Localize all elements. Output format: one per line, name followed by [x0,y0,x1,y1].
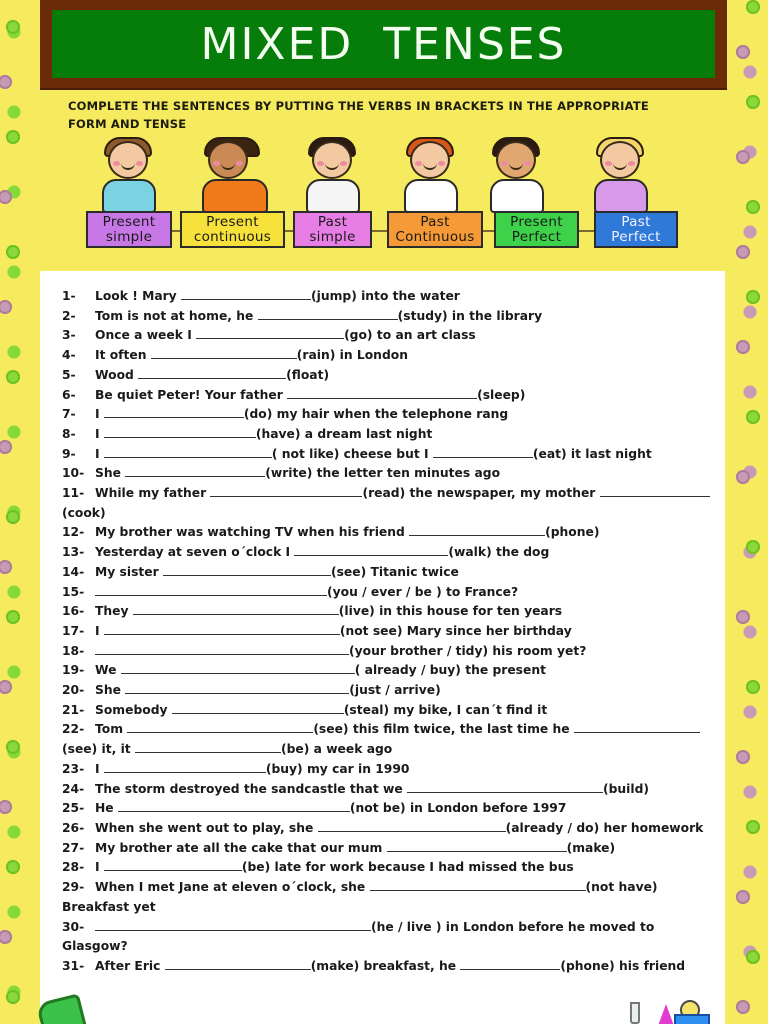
exercise-number: 17- [62,623,85,638]
sentence-text: (not have) [585,880,658,895]
answer-blank[interactable] [104,760,266,773]
exercise-item [62,681,722,701]
answer-blank[interactable] [318,819,506,832]
exercise-item [62,425,722,445]
sentence-text: When I met Jane at eleven o´clock, she [95,880,370,895]
answer-blank[interactable] [181,287,311,300]
answer-blank[interactable] [127,720,313,733]
sentence-text: (make) [566,840,616,855]
exercise-continuation [62,740,722,760]
sentence-text: He [95,801,118,816]
sentence-text: (steal) my bike, I can´t find it [343,702,548,717]
exercise-sentence [95,839,615,859]
kid-books-icon [482,135,552,215]
answer-blank[interactable] [258,307,398,320]
exercise-number: 3- [62,328,76,343]
sentence-text: I [95,860,104,875]
exercise-number: 28- [62,860,85,875]
exercise-item [62,642,722,662]
answer-blank[interactable] [95,918,371,931]
exercise-sentence [95,425,432,445]
exercise-item [62,583,722,603]
sentence-text: (phone) [545,525,600,540]
exercise-sentence [95,326,476,346]
sentence-text: (walk) the dog [448,545,550,560]
exercise-item [62,918,722,938]
sentence-text: (go) to an art class [344,328,476,343]
page-title: MIXED TENSES [200,18,567,70]
kid-magnifier-icon [298,135,368,215]
exercise-number: 7- [62,407,76,422]
sentence-text: (have) a dream last night [255,426,433,441]
sentence-text: (your brother / tidy) his room yet? [349,643,587,658]
exercise-item [62,602,722,622]
exercise-item [62,386,722,406]
answer-blank[interactable] [172,701,344,714]
left-border-decoration [0,0,30,1024]
kid-reading-icon [194,135,284,215]
sentence-text: While my father [95,486,211,501]
sentence-text: I [95,407,104,422]
exercise-number: 4- [62,348,76,363]
answer-blank[interactable] [135,740,281,753]
kid-telescope-icon [586,135,676,215]
exercise-continuation: (cook) [62,505,106,520]
exercise-continuation: Glasgow? [62,939,128,954]
answer-blank[interactable] [104,425,256,438]
sentence-text: When she went out to play, she [95,820,318,835]
exercise-number: 19- [62,663,85,678]
sentence-text: (not be) in London before 1997 [349,801,567,816]
kids-illustration [86,135,686,215]
exercise-item [62,661,722,681]
sentence-text: (rain) in London [296,348,408,363]
exercise-item [62,484,722,504]
answer-blank[interactable] [95,642,349,655]
exercise-number: 18- [62,643,85,658]
answer-blank[interactable] [118,799,350,812]
answer-blank[interactable] [210,484,362,497]
sentence-text: (eat) it last night [532,446,652,461]
sentence-text: (live) in this house for ten years [338,604,563,619]
answer-blank[interactable] [104,445,272,458]
answer-blank[interactable] [433,445,533,458]
exercise-number: 30- [62,919,85,934]
exercise-number: 9- [62,446,76,461]
sentence-text: (see) Titanic twice [330,564,459,579]
exercise-item [62,346,722,366]
exercise-number: 14- [62,564,85,579]
exercise-sentence [95,464,500,484]
exercise-sentence [95,445,652,465]
sentence-text: (be) a week ago [280,742,393,757]
title-chalkboard [40,0,727,90]
answer-blank[interactable] [460,957,560,970]
kid-abacus-icon [94,135,164,215]
exercise-number: 21- [62,702,85,717]
exercise-number: 24- [62,781,85,796]
exercise-item [62,839,722,859]
sentence-text: After Eric [95,958,165,973]
sentence-text: (see) this film twice, the last time he [313,722,574,737]
exercise-number: 20- [62,683,85,698]
exercise-number: 25- [62,801,85,816]
exercise-sentence [95,622,572,642]
exercise-number: 12- [62,525,85,540]
answer-blank[interactable] [574,720,700,733]
sentence-text: (he / live ) in London before he moved to [371,919,655,934]
sentence-text: (write) the letter ten minutes ago [265,466,501,481]
answer-blank[interactable] [151,346,297,359]
exercise-item [62,819,722,839]
exercise-item [62,307,722,327]
exercise-number: 8- [62,426,76,441]
exercise-item [62,405,722,425]
sentence-text: (make) breakfast, he [310,958,461,973]
right-border-decoration [738,0,768,1024]
exercise-sentence [95,307,542,327]
sentence-text: I [95,623,104,638]
exercise-sentence [95,287,460,307]
sentence-text: I [95,761,104,776]
tense-label-past-perfect: Past Perfect [594,211,678,248]
tense-label-present-simple: Present simple [86,211,172,248]
answer-blank[interactable] [294,543,448,556]
answer-blank[interactable] [95,583,327,596]
sentence-text: (already / do) her homework [505,820,704,835]
sentence-text: (be) late for work because I had missed the bus [241,860,574,875]
exercise-sentence [95,760,409,780]
sentence-text: (not see) Mary since her birthday [339,623,572,638]
sentence-text: Look ! Mary [95,289,181,303]
exercise-item [62,878,722,898]
exercise-number: 10- [62,466,85,481]
sentence-text: Tom [95,722,128,737]
sentence-text: (study) in the library [397,308,543,323]
exercise-number: 31- [62,958,85,973]
exercise-sentence [95,661,546,681]
sentence-text: They [95,604,133,619]
sentence-text: (buy) my car in 1990 [265,761,410,776]
flask-icon [630,1002,640,1024]
sentence-text: She [95,466,126,481]
exercise-list [62,287,722,977]
answer-blank[interactable] [409,523,545,536]
answer-blank[interactable] [287,386,477,399]
sentence-text: She [95,683,126,698]
sentence-text: I [95,446,104,461]
exercise-item [62,523,722,543]
answer-blank[interactable] [370,878,586,891]
exercise-sentence [95,523,599,543]
exercise-number: 26- [62,820,85,835]
exercise-item [62,957,722,977]
tense-labels [0,211,768,249]
exercise-sentence [95,701,547,721]
sentence-text: (just / arrive) [349,683,441,698]
sentence-text: The storm destroyed the sandcastle that we [95,781,407,796]
exercise-item [62,543,722,563]
exercise-item [62,464,722,484]
sentence-text: (build) [602,781,650,796]
sentence-text: (phone) his friend [560,958,686,973]
answer-blank[interactable] [165,957,311,970]
cone-icon [658,1004,674,1024]
exercise-sentence [95,799,566,819]
tense-label-past-continuous: Past Continuous [387,211,483,248]
exercise-sentence [95,563,459,583]
answer-blank[interactable] [407,780,603,793]
instructions-text: COMPLETE THE SENTENCES BY PUTTING THE VERBS IN BRACKETS IN THE APPROPRIATE FORM AND TENSE [68,99,649,131]
sentence-text: My brother ate all the cake that our mum [95,840,387,855]
exercise-sentence [95,720,700,740]
exercise-item [62,445,722,465]
exercise-item [62,563,722,583]
answer-blank[interactable] [133,602,339,615]
tense-label-present-perfect: Present Perfect [494,211,579,248]
sentence-text: (jump) into the water [310,289,460,303]
exercise-sentence [95,878,658,898]
exercise-item [62,622,722,642]
exercise-sentence [95,681,441,701]
exercise-number: 6- [62,387,76,402]
sentence-text: My brother was watching TV when his friend [95,525,410,540]
exercise-item [62,780,722,800]
exercise-item [62,326,722,346]
exercise-number: 5- [62,367,76,382]
sentence-text: Somebody [95,702,172,717]
answer-blank[interactable] [125,464,265,477]
exercise-sentence [95,583,518,603]
answer-blank[interactable] [104,405,244,418]
kid-ruler-icon [396,135,466,215]
sentence-text: Yesterday at seven o´clock I [95,545,295,560]
exercise-sentence [95,780,649,800]
answer-blank[interactable] [163,563,331,576]
exercise-sentence [95,918,654,938]
answer-blank[interactable] [104,858,242,871]
exercise-number: 16- [62,604,85,619]
exercise-sentence [95,819,703,839]
tense-label-present-continuous: Present continuous [180,211,285,248]
sentence-text: Wood [95,367,139,382]
exercise-number: 29- [62,880,85,895]
sentence-text: (do) my hair when the telephone rang [243,407,509,422]
exercise-sentence [95,346,408,366]
exercise-number: 23- [62,761,85,776]
exercise-number: 1- [62,289,76,303]
exercise-number: 13- [62,545,85,560]
exercise-item [62,701,722,721]
sentence-text: (float) [286,367,330,382]
sentence-text: Once a week I [95,328,197,343]
exercise-sentence [95,543,549,563]
exercise-item [62,858,722,878]
exercise-sentence [95,484,710,504]
answer-blank[interactable] [104,622,340,635]
sentence-text: (sleep) [477,387,526,402]
exercise-item [62,287,722,307]
exercise-sentence [95,957,685,977]
exercise-sentence [95,405,508,425]
sentence-text: ( already / buy) the present [354,663,546,678]
exercise-sentence [95,602,562,622]
answer-blank[interactable] [600,484,710,497]
geometry-shapes-icon [628,1000,728,1024]
exercise-item [62,760,722,780]
sentence-text: (see) it, it [62,742,135,757]
exercise-number: 11- [62,486,85,501]
exercise-item [62,799,722,819]
cube-icon [674,1014,710,1024]
exercise-sentence [95,386,525,406]
chalkboard-surface [52,10,715,78]
answer-blank[interactable] [125,681,349,694]
exercise-number: 15- [62,584,85,599]
exercise-sentence [95,366,329,386]
exercise-item [62,366,722,386]
exercise-number: 2- [62,308,76,323]
sentence-text: We [95,663,121,678]
sentence-text: Tom is not at home, he [95,308,258,323]
answer-blank[interactable] [196,326,344,339]
exercise-number: 22- [62,722,85,737]
exercise-sentence [95,642,586,662]
sentence-text: I [95,426,104,441]
exercise-item [62,720,722,740]
answer-blank[interactable] [387,839,567,852]
sentence-text: ( not like) cheese but I [271,446,433,461]
exercise-number: 27- [62,840,85,855]
tense-label-past-simple: Past simple [293,211,372,248]
sentence-text: My sister [95,564,163,579]
exercise-continuation: Breakfast yet [62,899,156,914]
sentence-text: It often [95,348,151,363]
answer-blank[interactable] [121,661,355,674]
sentence-text: Be quiet Peter! Your father [95,387,288,402]
sentence-text: (you / ever / be ) to France? [327,584,519,599]
exercise-sentence [95,858,574,878]
answer-blank[interactable] [138,366,286,379]
sentence-text: (read) the newspaper, my mother [362,486,600,501]
